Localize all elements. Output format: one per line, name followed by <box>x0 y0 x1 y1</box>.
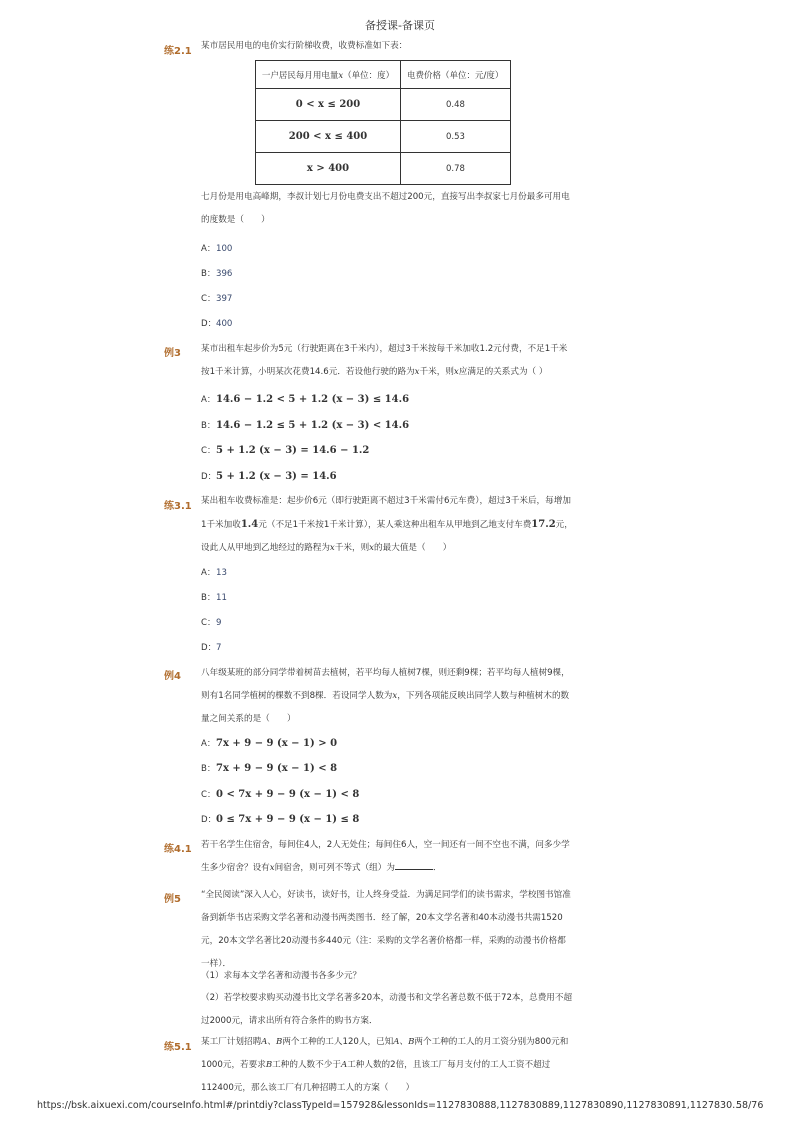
option-text: 11 <box>216 593 227 603</box>
stem-text: 两个工种的工人的月工资分别为800元和1000元，若要求 <box>201 1037 569 1070</box>
question-stem-li3 <box>201 338 573 384</box>
option-text: 7 <box>216 643 222 653</box>
option-letter: A： <box>201 244 216 254</box>
stem-text: ，下列各项能反映出同学人数与种植树木的数量之间关系的是（ ） <box>201 691 570 724</box>
option-text: 13 <box>216 568 227 578</box>
option-formula: 7x + 9 − 9 (x − 1) > 0 <box>216 738 338 749</box>
answer-blank[interactable] <box>395 862 433 870</box>
stem-text: 某工厂计划招聘 <box>201 1037 262 1047</box>
stem-text: 、 <box>267 1037 276 1047</box>
stem-var: A <box>261 1037 268 1047</box>
question-intro-lian2-1: 某市居民用电的电价实行阶梯收费，收费标准如下表： <box>201 41 408 51</box>
option-letter: B： <box>201 269 216 279</box>
option-letter: B： <box>201 421 216 431</box>
option-formula: 14.6 − 1.2 ≤ 5 + 1.2 (x − 3) < 14.6 <box>216 420 410 431</box>
option-formula: 5 + 1.2 (x − 3) = 14.6 <box>216 471 337 482</box>
stem-var: x <box>392 691 398 701</box>
stem-var: A <box>340 1060 348 1070</box>
option-d[interactable] <box>201 641 221 653</box>
question-label-lian4-1: 练4.1 <box>164 844 192 855</box>
stem-var: x <box>414 367 420 377</box>
stem-var: B <box>265 1060 273 1070</box>
stem-text: 两个工种的工人120人，已知 <box>282 1037 394 1047</box>
stem-text: 千米，则 <box>419 367 454 377</box>
option-b[interactable] <box>201 591 227 603</box>
option-a[interactable] <box>201 393 409 405</box>
question-label-li3: 例3 <box>164 348 181 359</box>
option-letter: D： <box>201 815 217 825</box>
question-stem-lian4-1 <box>201 834 573 880</box>
stem-number: 17.2 <box>531 519 556 530</box>
stem-text: 间宿舍，则可列不等式（组）为 <box>274 863 395 873</box>
option-text: 397 <box>216 294 233 304</box>
option-c[interactable] <box>201 788 359 800</box>
question-stem-li5: “全民阅读”深入人心，好读书，读好书，让人终身受益．为满足同学们的读书需求，学校图书馆准备到新华书店采购文学名著和动漫书两类图书．经了解，20本文学名著和40本动漫书共需1520元，20本文学名著比20动漫书多440元（注：采购的文学名著价格都一样，采购的动漫书价格都一样）． <box>201 890 571 969</box>
table-row <box>256 121 511 153</box>
question-stem-li4 <box>201 662 573 731</box>
page-number: 58/76 <box>736 1100 764 1111</box>
option-letter: B： <box>201 764 216 774</box>
stem-text: 工种人数的2倍，且该工厂每月支付的工人工资不超过112400元，那么该工厂有几种招聘工人的方案（ ） <box>201 1060 551 1093</box>
question-label-li4: 例4 <box>164 671 181 682</box>
option-text: 396 <box>216 269 233 279</box>
stem-text: 元（不足1千米按1千米计算），某人乘这种出租车从甲地到乙地支付车费 <box>258 520 532 530</box>
stem-text: 工种的人数不少于 <box>272 1060 341 1070</box>
table-header-price: 电费价格（单位：元/度） <box>401 61 511 89</box>
table-header-usage-var: x <box>338 70 344 81</box>
option-letter: B： <box>201 593 216 603</box>
table-range-cell: x > 400 <box>306 163 350 174</box>
stem-var: B <box>276 1037 283 1047</box>
option-letter: C： <box>201 790 216 800</box>
option-text: 100 <box>216 244 233 254</box>
stem-var: x <box>369 543 375 553</box>
question-label-lian2-1: 练2.1 <box>164 46 192 57</box>
option-d[interactable] <box>201 317 232 329</box>
stem-var: x <box>453 367 459 377</box>
option-c[interactable] <box>201 616 221 628</box>
question-stem-lian3-1 <box>201 490 573 560</box>
option-c[interactable] <box>201 444 369 456</box>
option-formula: 5 + 1.2 (x − 3) = 14.6 − 1.2 <box>216 445 370 456</box>
table-row <box>256 89 511 121</box>
option-formula: 14.6 − 1.2 < 5 + 1.2 (x − 3) ≤ 14.6 <box>216 394 410 405</box>
option-letter: C： <box>201 446 216 456</box>
stem-text: 的最大值是（ ） <box>374 543 452 553</box>
stem-text: 千米，则 <box>334 543 370 553</box>
option-letter: A： <box>201 395 216 405</box>
stem-text: 元，设此人从甲地到乙地经过的路程为 <box>201 520 573 553</box>
table-header-usage <box>256 61 401 89</box>
question-sub1-li5: （1）求每本文学名著和动漫书各多少元？ <box>201 971 362 981</box>
option-b[interactable] <box>201 267 232 279</box>
electricity-price-table <box>255 60 511 185</box>
option-d[interactable] <box>201 813 359 825</box>
option-letter: C： <box>201 618 216 628</box>
stem-text: 应满足的关系式为（ ） <box>458 367 548 377</box>
question-label-lian5-1: 练5.1 <box>164 1042 192 1053</box>
stem-var: x <box>329 543 335 553</box>
table-header-usage-unit: （单位：度） <box>343 70 395 81</box>
option-formula: 7x + 9 − 9 (x − 1) < 8 <box>216 763 338 774</box>
table-range-cell: 200 < x ≤ 400 <box>288 131 368 142</box>
table-price-cell: 0.53 <box>401 121 511 153</box>
option-letter: D： <box>201 319 217 329</box>
option-letter: C： <box>201 294 216 304</box>
option-b[interactable] <box>201 762 337 774</box>
table-price-cell: 0.78 <box>401 153 511 185</box>
table-price-cell: 0.48 <box>401 89 511 121</box>
stem-text: 八年级某班的部分同学带着树苗去植树，若平均每人植树7棵，则还剩9棵；若平均每人植树9棵，则有1名同学植树的棵数不到8棵．若设同学人数为 <box>201 668 570 701</box>
page-header-title: 备授课-备课页 <box>365 19 435 32</box>
question-stem-lian2-1: 七月份是用电高峰期，李叔计划七月份电费支出不超过200元，直接写出李叔家七月份最多可用电的度数是（ ） <box>201 192 570 225</box>
stem-number: 1.4 <box>240 519 259 530</box>
stem-var: B <box>408 1037 415 1047</box>
option-formula: 0 < 7x + 9 − 9 (x − 1) < 8 <box>216 789 360 800</box>
option-a[interactable] <box>201 566 227 578</box>
table-header-row <box>256 61 511 89</box>
stem-var: x <box>269 863 275 873</box>
option-b[interactable] <box>201 419 409 431</box>
question-label-li5: 例5 <box>164 894 181 905</box>
question-stem-lian5-1 <box>201 1031 573 1100</box>
option-c[interactable] <box>201 292 232 304</box>
stem-text: ． <box>432 863 442 873</box>
option-text: 400 <box>216 319 233 329</box>
question-label-lian3-1: 练3.1 <box>164 501 192 512</box>
stem-text: 若干名学生住宿舍，每间住4人，2人无处住；每间住6人，空一间还有一间不空也不满，问多少学生多少宿舍？设有 <box>201 840 570 873</box>
stem-text: 、 <box>399 1037 409 1047</box>
option-letter: D： <box>201 643 217 653</box>
option-letter: A： <box>201 739 216 749</box>
option-a[interactable] <box>201 737 337 749</box>
table-header-usage-text: 一户居民每月用电量 <box>261 70 339 81</box>
table-row <box>256 153 511 185</box>
option-d[interactable] <box>201 470 337 482</box>
stem-var: A <box>393 1037 400 1047</box>
stem-text: 某市出租车起步价为5元（行驶距离在3千米内），超过3千米按每千米加收1.2元付费，不足1千米按1千米计算，小明某次花费14.6元．若设他行驶的路为 <box>201 344 568 377</box>
option-letter: A： <box>201 568 216 578</box>
stem-text: 某出租车收费标准是：起步价6元（即行驶距离不超过3千米需付6元车费），超过3千米后，每增加1千米加收 <box>201 496 571 530</box>
option-formula: 0 ≤ 7x + 9 − 9 (x − 1) ≤ 8 <box>216 814 360 825</box>
option-text: 9 <box>216 618 222 628</box>
option-letter: D： <box>201 472 217 482</box>
option-a[interactable] <box>201 242 232 254</box>
question-sub2-li5: （2）若学校要求购买动漫书比文学名著多20本，动漫书和文学名著总数不低于72本，总费用不超过2000元，请求出所有符合条件的购书方案． <box>201 993 573 1026</box>
page-url: https://bsk.aixuexi.com/courseInfo.html#/printdiy?classTypeId=157928&lessonIds=1127830888,1127830889,1127830890,1127830891,1127830… <box>37 1100 742 1111</box>
table-range-cell: 0 < x ≤ 200 <box>295 99 361 110</box>
